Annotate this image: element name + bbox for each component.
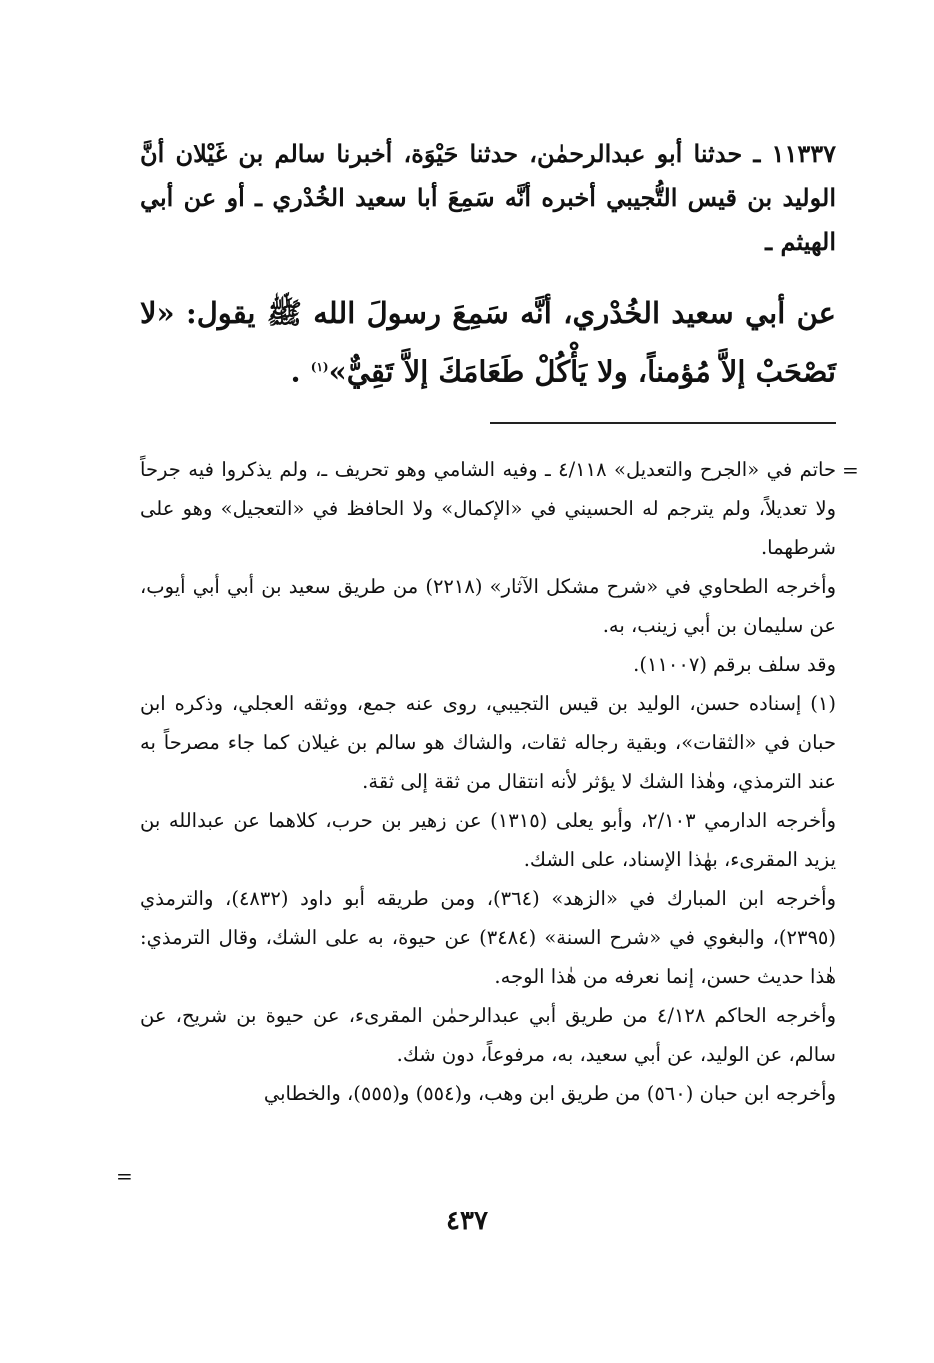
hadith-isnad <box>140 132 836 264</box>
footnote-paragraph: وأخرجه ابن حبان (٥٦٠) من طريق ابن وهب، و(٥٥٤) و(٥٥٥)، والخطابي <box>263 1082 836 1105</box>
footnote-paragraph: حاتم في «الجرح والتعديل» ٤/١١٨ ـ وفيه الشامي وهو تحريف ـ، ولم يذكروا فيه جرحاً ولا تعديلاً، ولم يترجم له الحسيني في «الإكمال» ولا الحافظ في «التعجيل» وهو على شرطهما. <box>140 458 837 559</box>
footnote-ref: (١) <box>310 360 329 374</box>
footnote-paragraph: وأخرجه الدارمي ٢/١٠٣، وأبو يعلى (١٣١٥) عن زهير بن حرب، كلاهما عن عبدالله بن يزيد المقرىء، بهٰذا الإسناد، على الشك. <box>140 809 836 871</box>
footnotes <box>140 450 836 1113</box>
footnote-separator <box>490 422 836 424</box>
page-number: ٤٣٧ <box>446 1206 488 1236</box>
footnote-paragraph: وقد سلف برقم (١١٠٠٧). <box>633 653 836 676</box>
footnote-paragraph: وأخرجه الحاكم ٤/١٢٨ من طريق أبي عبدالرحمٰن المقرىء، عن حيوة بن شريح، عن سالم، عن الوليد، عن أبي سعيد، به، مرفوعاً، دون شك. <box>140 1004 837 1066</box>
footnote-paragraph: وأخرجه الطحاوي في «شرح مشكل الآثار» (٢٢١٨) من طريق سعيد بن أبي أبي أيوب، عن سليمان بن أبي زينب، به. <box>140 575 836 637</box>
footnote-paragraph: (١) إسناده حسن، الوليد بن قيس التجيبي، روى عنه جمع، ووثقه العجلي، وذكره ابن حبان في «الثقات»، وبقية رجاله ثقات، والشاك هو سالم بن غيلان كما جاء مصرحاً به عند الترمذي، وهٰذا الشك لا يؤثر لأنه انتقال من ثقة إلى ثقة. <box>140 692 836 793</box>
matn-text: عن أبي سعيد الخُدْري، أنَّه سَمِعَ رسولَ الله ﷺ يقول: «لا تَصْحَبْ إلاَّ مُؤمناً، ولا يَأْكُلْ طَعَامَكَ إلاَّ تَقِيٌّ» <box>140 296 836 389</box>
hadith-matn <box>140 286 836 399</box>
continuation-mark-end: = <box>116 1164 133 1188</box>
isnad-text: ١١٣٣٧ ـ حدثنا أبو عبدالرحمٰن، حدثنا حَيْوَة، أخبرنا سالم بن غَيْلان أنَّ الوليد بن قيس التُّجيبي أخبره أنَّه سَمِعَ أبا سعيد الخُدْري ـ أو عن أبي الهيثم ـ <box>140 139 836 256</box>
continuation-mark-start: = <box>842 458 859 482</box>
matn-end: . <box>290 354 311 389</box>
footnote-paragraph: وأخرجه ابن المبارك في «الزهد» (٣٦٤)، ومن طريقه أبو داود (٤٨٣٢)، والترمذي (٢٣٩٥)، والبغوي في «شرح السنة» (٣٤٨٤) عن حيوة، به على الشك، وقال الترمذي: هٰذا حديث حسن، إنما نعرفه من هٰذا الوجه. <box>140 887 837 988</box>
